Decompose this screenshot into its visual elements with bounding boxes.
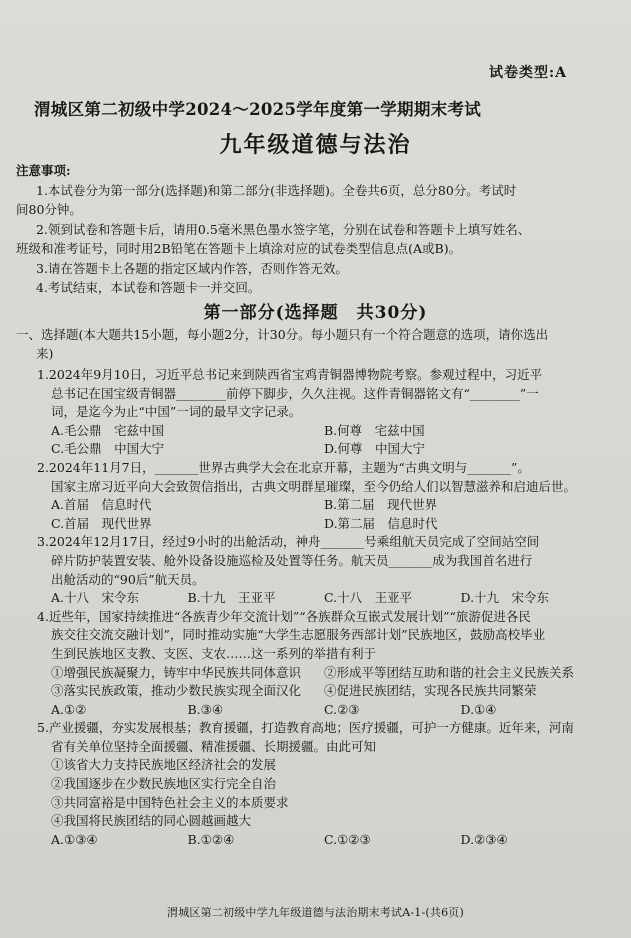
question-2 xyxy=(37,459,597,533)
question-stem-line: 碎片防护装置安装、舱外设备设施巡检及处置等任务。航天员_______成为我国首名进行 xyxy=(51,552,533,568)
option-a: A.首届 信息时代 xyxy=(51,497,152,513)
subject-title: 九年级道德与法治 xyxy=(219,132,412,158)
option-a: A.①② xyxy=(51,701,87,717)
option-b: B.①②④ xyxy=(187,831,235,847)
option-b: B.第二届 现代世界 xyxy=(324,497,438,513)
question-1 xyxy=(37,366,597,459)
options-row xyxy=(37,701,597,720)
question-stem-line: 出舱活动的“90后”航天员。 xyxy=(51,571,205,587)
option-d: D.第二届 信息时代 xyxy=(324,515,438,531)
statement-2: ②我国逐步在少数民族地区实行完全自治 xyxy=(51,776,277,792)
part-one-title: 第一部分(选择题 共30分) xyxy=(203,303,428,323)
option-a: A.十八 宋令东 xyxy=(51,590,140,606)
statement-1: ①增强民族凝聚力，铸牢中华民族共同体意识 xyxy=(51,664,302,680)
option-c: C.首届 现代世界 xyxy=(51,515,152,531)
options-row xyxy=(37,422,597,441)
question-stem-line: 生到民族地区支教、支医、支农……这一系列的举措有利于 xyxy=(51,645,377,661)
question-stem-line: 5.产业援疆，夯实发展根基；教育援疆，打造教育高地；医疗援疆，可护一方健康。近年来，河南 xyxy=(37,720,574,736)
paper-type-label: 试卷类型:A xyxy=(488,65,567,81)
option-c: C.②③ xyxy=(324,701,360,717)
statement-3: ③落实民族政策，推动少数民族实现全面汉化 xyxy=(51,683,302,699)
question-3 xyxy=(37,533,597,607)
note-line: 2.领到试卷和答题卡后，请用0.5毫米黑色墨水签字笔，分别在试卷和答题卡上填写姓名、 xyxy=(36,221,531,237)
questions-list xyxy=(37,366,597,849)
notes-section xyxy=(16,161,616,298)
exam-title: 渭城区第二初级中学2024～2025学年度第一学期期末考试 xyxy=(34,100,482,119)
options-row xyxy=(37,589,597,608)
statement-4: ④我国将民族团结的同心圆越画越大 xyxy=(51,813,252,829)
note-line: 4.考试结束，本试卷和答题卡一并交回。 xyxy=(36,280,261,295)
statements-row xyxy=(37,682,597,701)
section-instructions-line: 一、选择题(本大题共15小题，每小题2分，计30分。每小题只有一个符合题意的选项，请你选出 xyxy=(16,327,549,342)
option-d: D.何尊 中国大宁 xyxy=(324,441,426,457)
note-line: 3.请在答题卡上各题的指定区域内作答，否则作答无效。 xyxy=(36,260,348,276)
options-row xyxy=(37,515,597,534)
option-c: C.①②③ xyxy=(324,831,371,847)
question-stem-line: 1.2024年9月10日，习近平总书记来到陕西省宝鸡青铜器博物院考察。参观过程中，习近平 xyxy=(37,367,543,382)
options-row xyxy=(37,831,597,850)
statement-1: ①该省大力支持民族地区经济社会的发展 xyxy=(51,757,277,773)
note-line: 班级和准考证号，同时用2B铅笔在答题卡上填涂对应的试卷类型信息点(A或B)。 xyxy=(16,241,462,256)
option-b: B.十九 王亚平 xyxy=(187,590,276,606)
section-instructions xyxy=(16,325,601,363)
option-c: C.毛公鼎 中国大宁 xyxy=(51,441,165,457)
question-5 xyxy=(37,719,597,849)
question-stem-line: 2.2024年11月7日，_______世界古典学大会在北京开幕，主题为“古典文明与_______”。 xyxy=(37,459,530,475)
option-b: B.何尊 宅兹中国 xyxy=(324,422,425,438)
page-footer: 渭城区第二初级中学九年级道德与法治期末考试A-1-(共6页) xyxy=(167,906,464,919)
question-stem-line: 省有关单位坚持全面援疆、精准援疆、长期援疆。由此可知 xyxy=(51,738,377,754)
question-stem-line: 国家主席习近平向大会致贺信指出，古典文明群星璀璨，至今仍给人们以智慧滋养和启迪后世。 xyxy=(51,478,577,494)
option-b: B.③④ xyxy=(187,701,224,717)
statement-3: ③共同富裕是中国特色社会主义的本质要求 xyxy=(51,794,289,810)
notes-heading: 注意事项: xyxy=(16,163,71,178)
option-a: A.①③④ xyxy=(51,831,98,847)
note-line: 间80分钟。 xyxy=(16,202,82,217)
statements-row xyxy=(37,664,597,683)
option-d: D.①④ xyxy=(460,701,497,717)
question-4 xyxy=(37,608,597,720)
question-stem-line: 3.2024年12月17日，经过9小时的出舱活动，神舟_______号乘组航天员完成了空间站空间 xyxy=(37,534,540,550)
question-stem-line: 总书记在国宝级青铜器________前停下脚步，久久注视。这件青铜器铭文有“________”一 xyxy=(51,385,539,401)
options-row xyxy=(37,440,597,459)
question-stem-line: 族交往交流交融计划”，同时推动实施“大学生志愿服务西部计划”民族地区，鼓励高校毕业 xyxy=(51,627,546,643)
options-row xyxy=(37,496,597,515)
option-d: D.②③④ xyxy=(460,831,508,847)
option-c: C.十八 王亚平 xyxy=(324,590,413,606)
option-a: A.毛公鼎 宅兹中国 xyxy=(51,422,165,438)
question-stem-line: 词，是迄今为止“中国”一词的最早文字记录。 xyxy=(51,404,302,420)
option-d: D.十九 宋令东 xyxy=(460,590,550,606)
note-line: 1.本试卷分为第一部分(选择题)和第二部分(非选择题)。全卷共6页，总分80分。考试时 xyxy=(36,182,517,198)
question-stem-line: 4.近些年，国家持续推进“各族青少年交流计划”“各族群众互嵌式发展计划”“旅游促进各民 xyxy=(37,608,531,624)
statement-4: ④促进民族团结，实现各民族共同繁荣 xyxy=(324,683,537,699)
section-instructions-line: 来) xyxy=(36,346,54,361)
statement-2: ②形成平等团结互助和谐的社会主义民族关系 xyxy=(324,664,575,680)
